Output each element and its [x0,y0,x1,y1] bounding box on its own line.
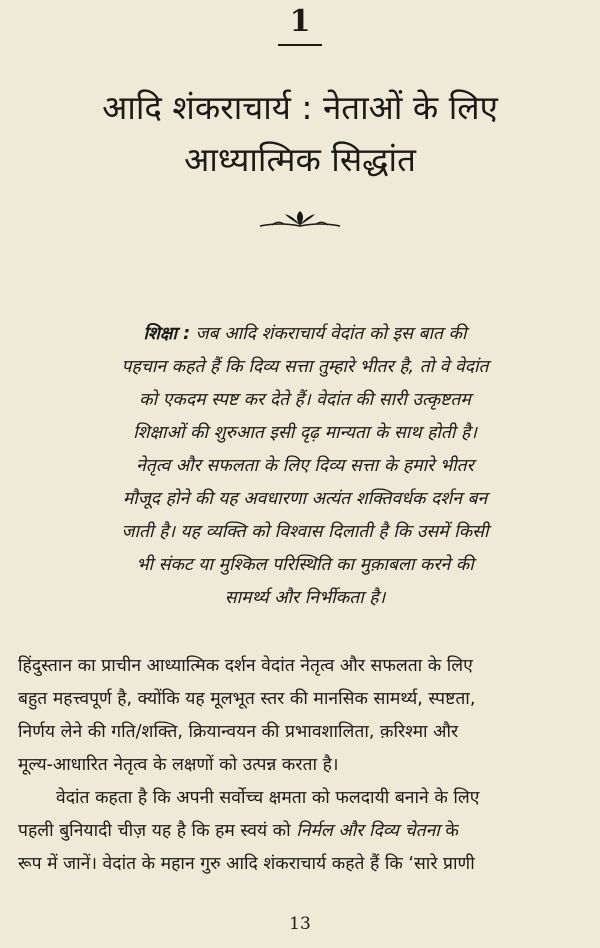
callout-line: जाती है। यह व्यक्ति को विश्वास दिलाती है कि उसमें किसी [121,522,489,542]
lesson-callout [70,318,540,615]
paragraph-line: हिंदुस्तान का प्राचीन आध्यात्मिक दर्शन वेदांत नेतृत्व और सफलता के लिए [18,656,473,676]
lesson-label: शिक्षा : [143,324,191,344]
callout-line: शिक्षाओं की शुरुआत इसी दृढ़ मान्यता के साथ होती है। [133,423,477,443]
chapter-title-line-2: आध्यात्मिक सिद्धांत [184,140,416,179]
paragraph-line: बहुत महत्त्वपूर्ण है, क्योंकि यह मूलभूत स्तर की मानसिक सामर्थ्य, स्पष्टता, [18,689,476,709]
callout-line: सामर्थ्य और निर्भीकता है। [224,588,386,608]
paragraph-line: पहली बुनियादी चीज़ यह है कि हम स्वयं को निर्मल और दिव्य चेतना के [18,821,459,841]
callout-line: नेतृत्व और सफलता के लिए दिव्य सत्ता के हमारे भीतर [136,456,474,476]
callout-line: भी संकट या मुश्किल परिस्थिति का मुक़ाबला करने की [136,555,474,575]
paragraph-1 [18,650,584,782]
callout-line: को एकदम स्पष्ट कर देते हैं। वेदांत की सारी उत्कृष्टतम [139,390,471,410]
paragraph-line: रूप में जानें। वेदांत के महान गुरु आदि शंकराचार्य कहते हैं कि ‘सारे प्राणी [18,854,475,874]
chapter-title-line-1: आदि शंकराचार्य : नेताओं के लिए [102,88,498,127]
paragraph-line: निर्णय लेने की गति/शक्ति, क्रियान्वयन की प्रभावशालिता, क़रिश्मा और [18,722,459,742]
chapter-title [20,82,580,186]
callout-line: पहचान कहते हैं कि दिव्य सत्ता तुम्हारे भीतर है, तो वे वेदांत [121,357,489,377]
emphasis-text: निर्मल और दिव्य चेतना [296,821,440,841]
paragraph-line: वेदांत कहता है कि अपनी सर्वोच्च क्षमता को फलदायी बनाने के लिए [56,788,480,808]
body-text [18,650,584,881]
page-number: 13 [289,914,311,934]
chapter-underline [278,44,322,46]
flourish-ornament-icon [258,208,342,236]
chapter-number: 1 [289,4,311,39]
callout-line: मौजूद होने की यह अवधारणा अत्यंत शक्तिवर्धक दर्शन बन [122,489,488,509]
paragraph-line: मूल्य-आधारित नेतृत्व के लक्षणों को उत्पन्न करता है। [18,755,339,775]
callout-line: शिक्षा : जब आदि शंकराचार्य वेदांत को इस बात की [143,324,467,344]
paragraph-2 [18,782,584,881]
